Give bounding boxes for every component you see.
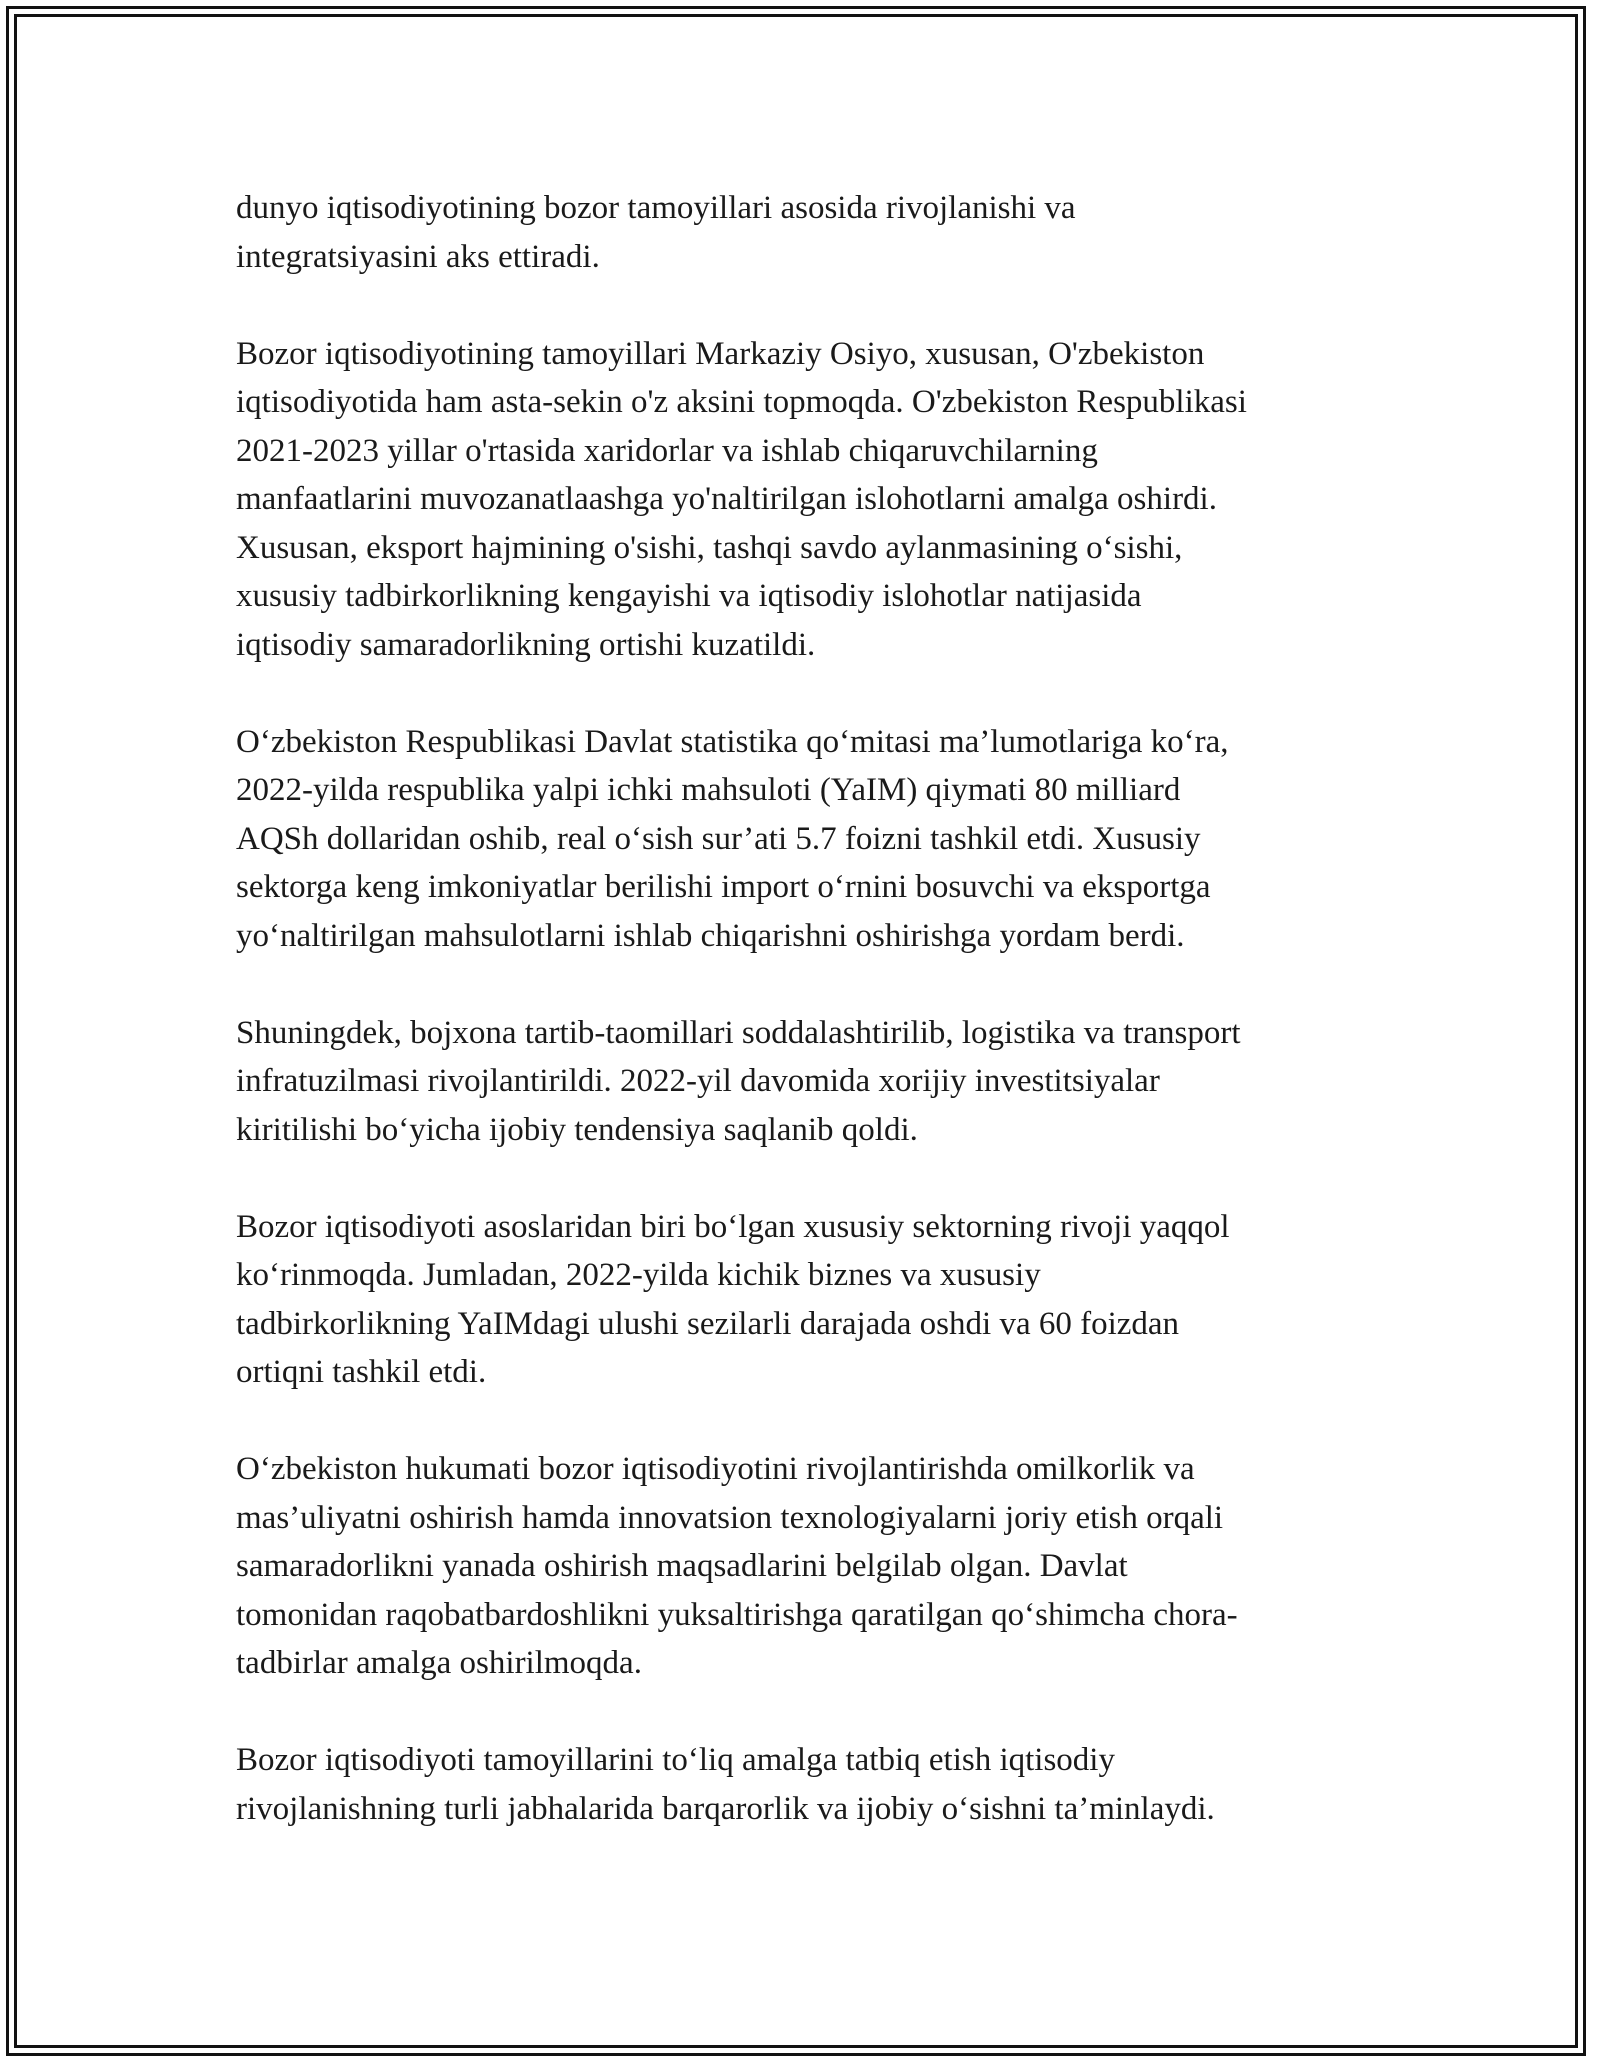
paragraph-6: O‘zbekiston hukumati bozor iqtisodiyotini rivojlantirishda omilkorlik va mas’uliyatni oshirish hamda innovatsion texnologiyalarni joriy etish orqali samaradorlikni yanada oshirish maqsadlarini belgilab olgan. Davlat tomonidan raqobatbardoshlikni yuksaltirishga qaratilgan qo‘shimcha chora- tadbirlar amalga oshirilmoqda. — [236, 1451, 1238, 1681]
paragraph-4: Shuningdek, bojxona tartib-taomillari soddalashtirilib, logistika va transport infratuzilmasi rivojlantirildi. 2022-yil davomida xorijiy investitsiyalar kiritilishi bo‘yicha ijobiy tendensiya saqlanib qoldi. — [236, 1014, 1241, 1148]
document-body — [236, 184, 1376, 1882]
paragraph-3: O‘zbekiston Respublikasi Davlat statistika qo‘mitasi ma’lumotlariga ko‘ra, 2022-yilda respublika yalpi ichki mahsuloti (YaIM) qiymati 80 milliard AQSh dollaridan oshib, real o‘sish sur’ati 5.7 foizni tashkil etdi. Xususiy sektorga keng imkoniyatlar berilishi import o‘rnini bosuvchi va eksportga yo‘naltirilgan mahsulotlarni ishlab chiqarishni oshirishga yordam berdi. — [236, 723, 1229, 954]
paragraph-5: Bozor iqtisodiyoti asoslaridan biri bo‘lgan xususiy sektorning rivoji yaqqol ko‘rinmoqda. Jumladan, 2022-yilda kichik biznes va xususiy tadbirkorlikning YaIMdagi ulushi sezilarli darajada oshdi va 60 foizdan ortiqni tashkil etdi. — [236, 1208, 1230, 1390]
paragraph-7: Bozor iqtisodiyoti tamoyillarini to‘liq amalga tatbiq etish iqtisodiy rivojlanishning turli jabhalarida barqarorlik va ijobiy o‘sishni ta’minlaydi. — [236, 1742, 1215, 1827]
paragraph-2: Bozor iqtisodiyotining tamoyillari Markaziy Osiyo, xususan, O'zbekiston iqtisodiyotida ham asta-sekin o'z aksini topmoqda. O'zbekiston Respublikasi 2021-2023 yillar o'rtasida xaridorlar va ishlab chiqaruvchilarning manfaatlarini muvozanatlaashga yo'naltirilgan islohotlarni amalga oshirdi. Xususan, eksport hajmining o'sishi, tashqi savdo aylanmasining o‘sishi, xususiy tadbirkorlikning kengayishi va iqtisodiy islohotlar natijasida iqtisodiy samaradorlikning ortishi kuzatildi. — [236, 335, 1247, 663]
paragraph-1: dunyo iqtisodiyotining bozor tamoyillari asosida rivojlanishi va integratsiyasini aks ettiradi. — [236, 190, 1076, 275]
